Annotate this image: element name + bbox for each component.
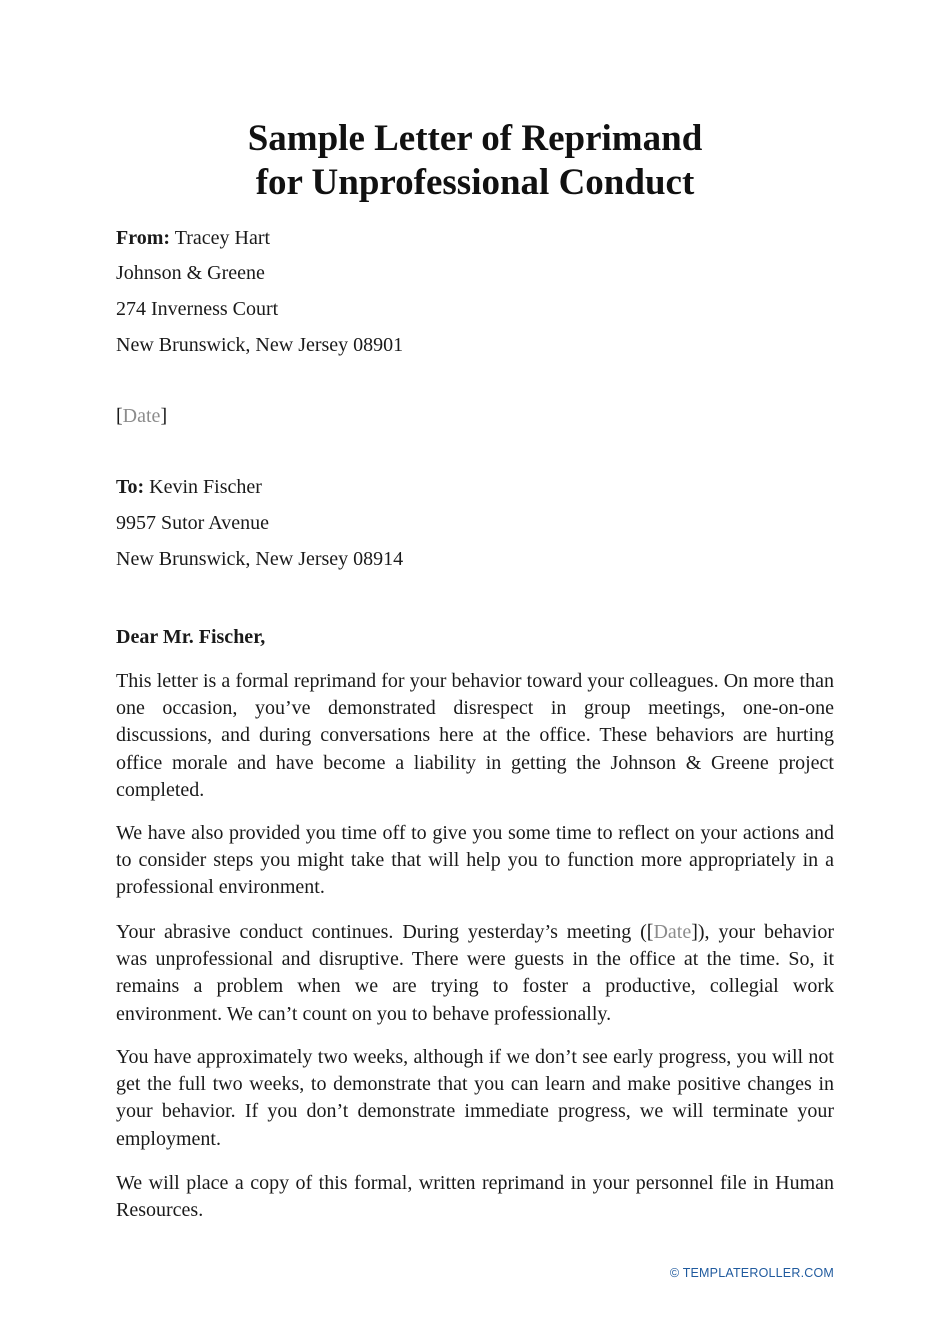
to-label: To: [116, 476, 145, 498]
date-bracket-open: [ [116, 405, 123, 427]
title-line-1: Sample Letter of Reprimand [247, 118, 703, 159]
sender-company: Johnson & Greene [116, 262, 265, 284]
recipient-name-line [116, 475, 262, 499]
p3-text-after: ]), your behavior was unprofessional and disruptive. There were guests in the office at the time. So, it remains a problem when we are trying to foster a productive, collegial work environment. We can’t count on you to behave professionally. [116, 921, 834, 1025]
title-line-2: for Unprofessional Conduct [255, 162, 695, 203]
document-title [0, 117, 950, 205]
body-paragraph-3 [116, 919, 834, 1028]
recipient-name: Kevin Fischer [149, 476, 262, 498]
footer-site: TEMPLATEROLLER.COM [682, 1266, 834, 1280]
p3-date-placeholder: Date [653, 921, 692, 943]
body-paragraph-1: This letter is a formal reprimand for your behavior toward your colleagues. On more than one occasion, you’ve demonstrated disrespect in group meetings, one-on-one discussions, and during conversations here at the office. These behaviors are hurting office morale and have become a liability in getting the Johnson & Greene project completed. [116, 670, 834, 801]
salutation: Dear Mr. Fischer, [116, 626, 266, 648]
sender-city: New Brunswick, New Jersey 08901 [116, 334, 404, 356]
date-bracket-close: ] [160, 405, 168, 427]
recipient-city: New Brunswick, New Jersey 08914 [116, 548, 404, 570]
sender-name-line [116, 226, 270, 250]
date-placeholder: Date [122, 405, 161, 427]
sender-street: 274 Inverness Court [116, 298, 279, 320]
body-paragraph-4: You have approximately two weeks, although if we don’t see early progress, you will not get the full two weeks, to demonstrate that you can learn and make positive changes in your behavior. If you don’t demonstrate immediate progress, we will terminate your employment. [116, 1046, 834, 1150]
p3-text-before: Your abrasive conduct continues. During yesterday’s meeting ([ [116, 921, 654, 943]
footer-link[interactable] [670, 1266, 834, 1280]
body-paragraph-2: We have also provided you time off to give you some time to reflect on your actions and to consider steps you might take that will help you to function more appropriately in a professional environment. [116, 822, 834, 899]
body-paragraph-5: We will place a copy of this formal, written reprimand in your personnel file in Human Resources. [116, 1172, 834, 1222]
recipient-street: 9957 Sutor Avenue [116, 512, 269, 534]
from-label: From: [116, 227, 171, 249]
date-line [116, 404, 167, 428]
copyright-icon: © [669, 1266, 680, 1280]
sender-name: Tracey Hart [174, 227, 271, 249]
